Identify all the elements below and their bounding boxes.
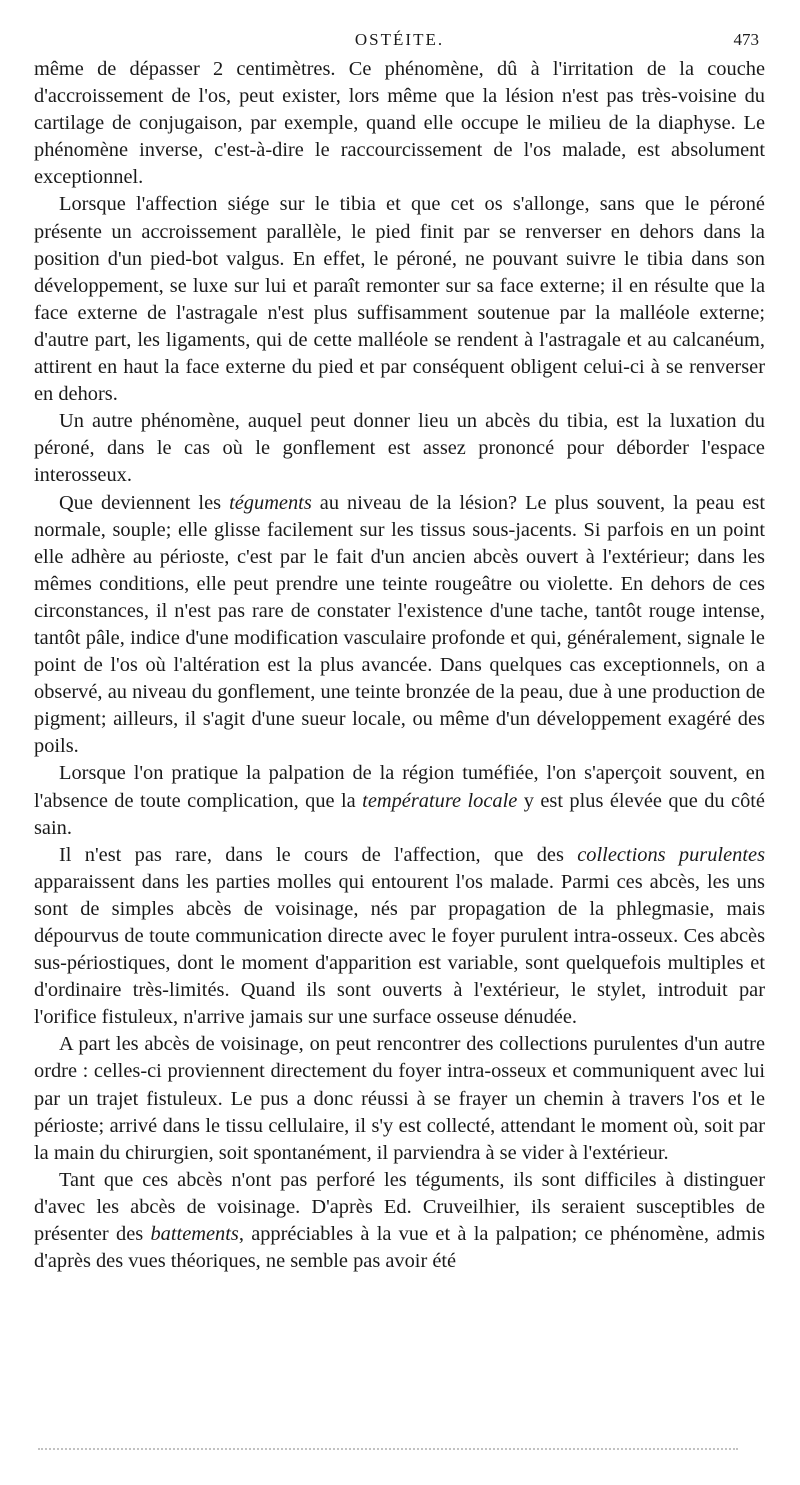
text-run: même de dépasser 2 centimètres. Ce phénomène, dû à l'irritation de la couche d'accroissement de l'os, peut exister, lors même que la lésion n'est pas très-voisine du cartilage de conjugaison, par exemple, quand elle occupe le milieu de la diaphyse. Le phénomène inverse, c'est-à-dire le raccourcissement de l'os malade, est absolument exceptionnel.	[34, 58, 765, 189]
text-run: Tant que ces abcès n'ont pas perforé les téguments, ils sont difficiles à distinguer d'avec les abcès de voisinage. D'après Ed. Cruveilhier, ils seraient susceptibles de présenter des	[34, 1168, 765, 1246]
text-run: apparaissent dans les parties molles qui entourent l'os malade. Parmi ces abcès, les uns sont de simples abcès de voisinage, nés par propagation de la phlegmasie, mais dépourvus de toute communication directe avec le foyer purulent intra-osseux. Ces abcès sus-périostiques, dont le moment d'apparition est variable, sont quelquefois multiples et d'ordinaire très-limités. Quand ils sont ouverts à l'extérieur, le stylet, introduit par l'orifice fistuleux, n'arrive jamais sur une surface osseuse dénudée.	[34, 870, 765, 1029]
text-run: Lorsque l'on pratique la palpation de la région tuméfiée, l'on s'aperçoit souvent, en l'absence de toute complication, que la	[34, 762, 765, 812]
footer-rule	[38, 1448, 738, 1450]
italic-term: battements	[150, 1223, 239, 1246]
paragraph-battements	[34, 1167, 765, 1275]
italic-term: température locale	[362, 789, 518, 812]
text-run: A part les abcès de voisinage, on peut rencontrer des collections purulentes d'un autre ordre : celles-ci proviennent directement du foyer intra-osseux et communiquent avec lui par un trajet fistuleux. Le pus a donc réussi à se frayer un chemin à travers l'os et le périoste; arrivé dans le tissu cellulaire, il s'y est collecté, attendant le moment où, soit par la main du chirurgien, soit spontanément, il parviendra à se vider à l'extérieur.	[34, 1033, 765, 1164]
paragraph-palpation	[34, 760, 765, 841]
italic-term: collections purulentes	[577, 843, 765, 866]
text-run: Un autre phénomène, auquel peut donner lieu un abcès du tibia, est la luxation du péroné, dans le cas où le gonflement est assez prononcé pour déborder l'espace interosseux.	[34, 410, 765, 487]
text-run: au niveau de la lésion? Le plus souvent, la peau est normale, souple; elle glisse facilement sur les tissus sous-jacents. Si parfois en un point elle adhère au périoste, c'est par le fait d'un ancien abcès ouvert à l'extérieur; dans les mêmes conditions, elle peut prendre une teinte rougeâtre ou violette. En dehors de ces circonstances, il n'est pas rare de constater l'existence d'une tache, tantôt rouge intense, tantôt pâle, indice d'une modification vasculaire profonde et qui, généralement, signale le point de l'os où l'altération est la plus avancée. Dans quelques cas exceptionnels, on a observé, au niveau du gonflement, une teinte bronzée de la peau, due à une production de pigment; ailleurs, il s'agit d'une sueur locale, ou même d'un développement exagéré des poils.	[34, 491, 765, 758]
text-run: , appréciables à la vue et à la palpation; ce phénomène, admis d'après des vues théoriques, ne semble pas avoir été	[34, 1223, 765, 1273]
paragraph-perone-luxation	[34, 408, 765, 489]
running-title: OSTÉITE.	[354, 30, 445, 49]
page-number: 473	[733, 30, 759, 49]
running-head	[34, 26, 765, 56]
paragraph-collections	[34, 842, 765, 1032]
text-run: Que deviennent les	[59, 491, 230, 514]
italic-term: téguments	[229, 491, 312, 514]
paragraph-abces-voisinage	[34, 1031, 765, 1166]
book-page	[34, 26, 765, 1275]
text-run: Il n'est pas rare, dans le cours de l'affection, que des	[59, 843, 578, 866]
text-run: y est plus élevée que du côté sain.	[34, 789, 765, 839]
paragraph-teguments	[34, 490, 765, 761]
paragraph-tibia-valgus	[34, 191, 765, 408]
paragraph-continuation	[34, 56, 765, 191]
text-run: Lorsque l'affection siége sur le tibia et que cet os s'allonge, sans que le péroné présente un accroissement parallèle, le pied finit par se renverser en dehors dans la position d'un pied-bot valgus. En effet, le péroné, ne pouvant suivre le tibia dans son développement, se luxe sur lui et paraît remonter sur sa face externe; il en résulte que la face externe de l'astragale n'est plus suffisamment soutenue par la malléole externe; d'autre part, les ligaments, qui de cette malléole se rendent à l'astragale et au calcanéum, attirent en haut la face externe du pied et par conséquent obligent celui-ci à se renverser en dehors.	[34, 193, 765, 406]
body-text	[34, 56, 765, 1275]
